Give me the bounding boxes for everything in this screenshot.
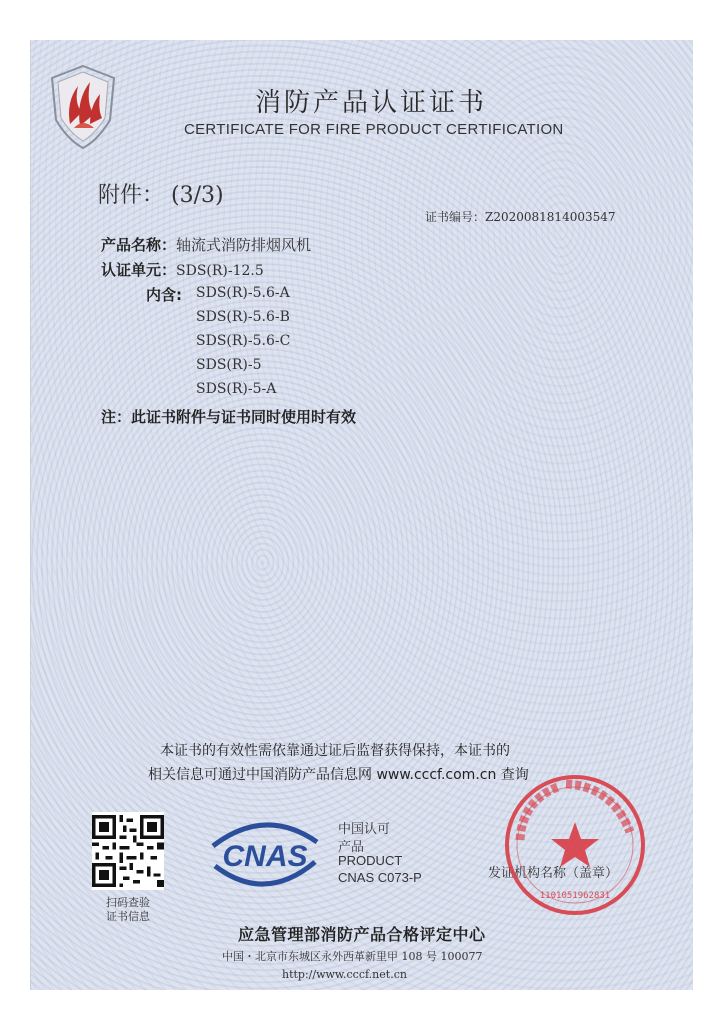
cert-unit-value: SDS(R)-12.5 <box>176 263 264 279</box>
contains-item: SDS(R)-5-A <box>196 381 277 397</box>
product-name-row <box>101 234 311 255</box>
validity-line-1: 本证书的有效性需依靠通过证后监督获得保持，本证书的 <box>160 743 510 759</box>
cnas-line-3: PRODUCT <box>338 853 403 868</box>
cert-unit-row <box>101 259 264 280</box>
center-address: 中国・北京市东城区永外西革新里甲 108 号 100077 <box>222 950 483 963</box>
center-website: http://www.cccf.net.cn <box>282 968 407 981</box>
title-english: CERTIFICATE FOR FIRE PRODUCT CERTIFICATION <box>184 121 564 138</box>
contains-item: SDS(R)-5.6-B <box>196 309 290 325</box>
cnas-line-4: CNAS C073-P <box>338 870 422 885</box>
issuing-center-name: 应急管理部消防产品合格评定中心 <box>238 925 486 944</box>
fire-certification-logo <box>48 62 118 152</box>
seal-number: 1101051962831 <box>539 891 611 901</box>
cert-unit-label: 认证单元： <box>101 261 177 279</box>
contains-item: SDS(R)-5.6-A <box>196 285 290 301</box>
product-name-value: 轴流式消防排烟风机 <box>176 236 312 254</box>
qr-caption-1: 扫码查验 <box>106 896 150 909</box>
qr-code <box>92 812 164 890</box>
cnas-line-2: 产品 <box>338 839 365 854</box>
cnas-line-1: 中国认可 <box>338 821 391 836</box>
certificate-number-value: Z2020081814003547 <box>485 210 616 224</box>
validity-line-2: 相关信息可通过中国消防产品信息网 www.cccf.com.cn 查询 <box>148 767 529 783</box>
product-name-label: 产品名称： <box>101 236 177 254</box>
official-seal-stamp <box>500 770 650 920</box>
contains-item: SDS(R)-5.6-C <box>196 333 291 349</box>
cnas-logo <box>205 812 325 892</box>
issuer-label: 发证机构名称（盖章） <box>488 866 619 881</box>
attachment-label: 附件： (3/3) <box>98 183 224 208</box>
certificate-number-label: 证书编号： <box>425 210 486 224</box>
certificate-number <box>425 208 616 225</box>
qr-caption-2: 证书信息 <box>106 910 150 923</box>
attachment-note: 注：此证书附件与证书同时使用时有效 <box>101 408 357 426</box>
contains-item: SDS(R)-5 <box>196 357 262 373</box>
title-chinese: 消防产品认证证书 <box>255 88 488 118</box>
cnas-logo-text: CNAS <box>222 840 308 873</box>
contains-label: 内含: <box>146 286 182 304</box>
